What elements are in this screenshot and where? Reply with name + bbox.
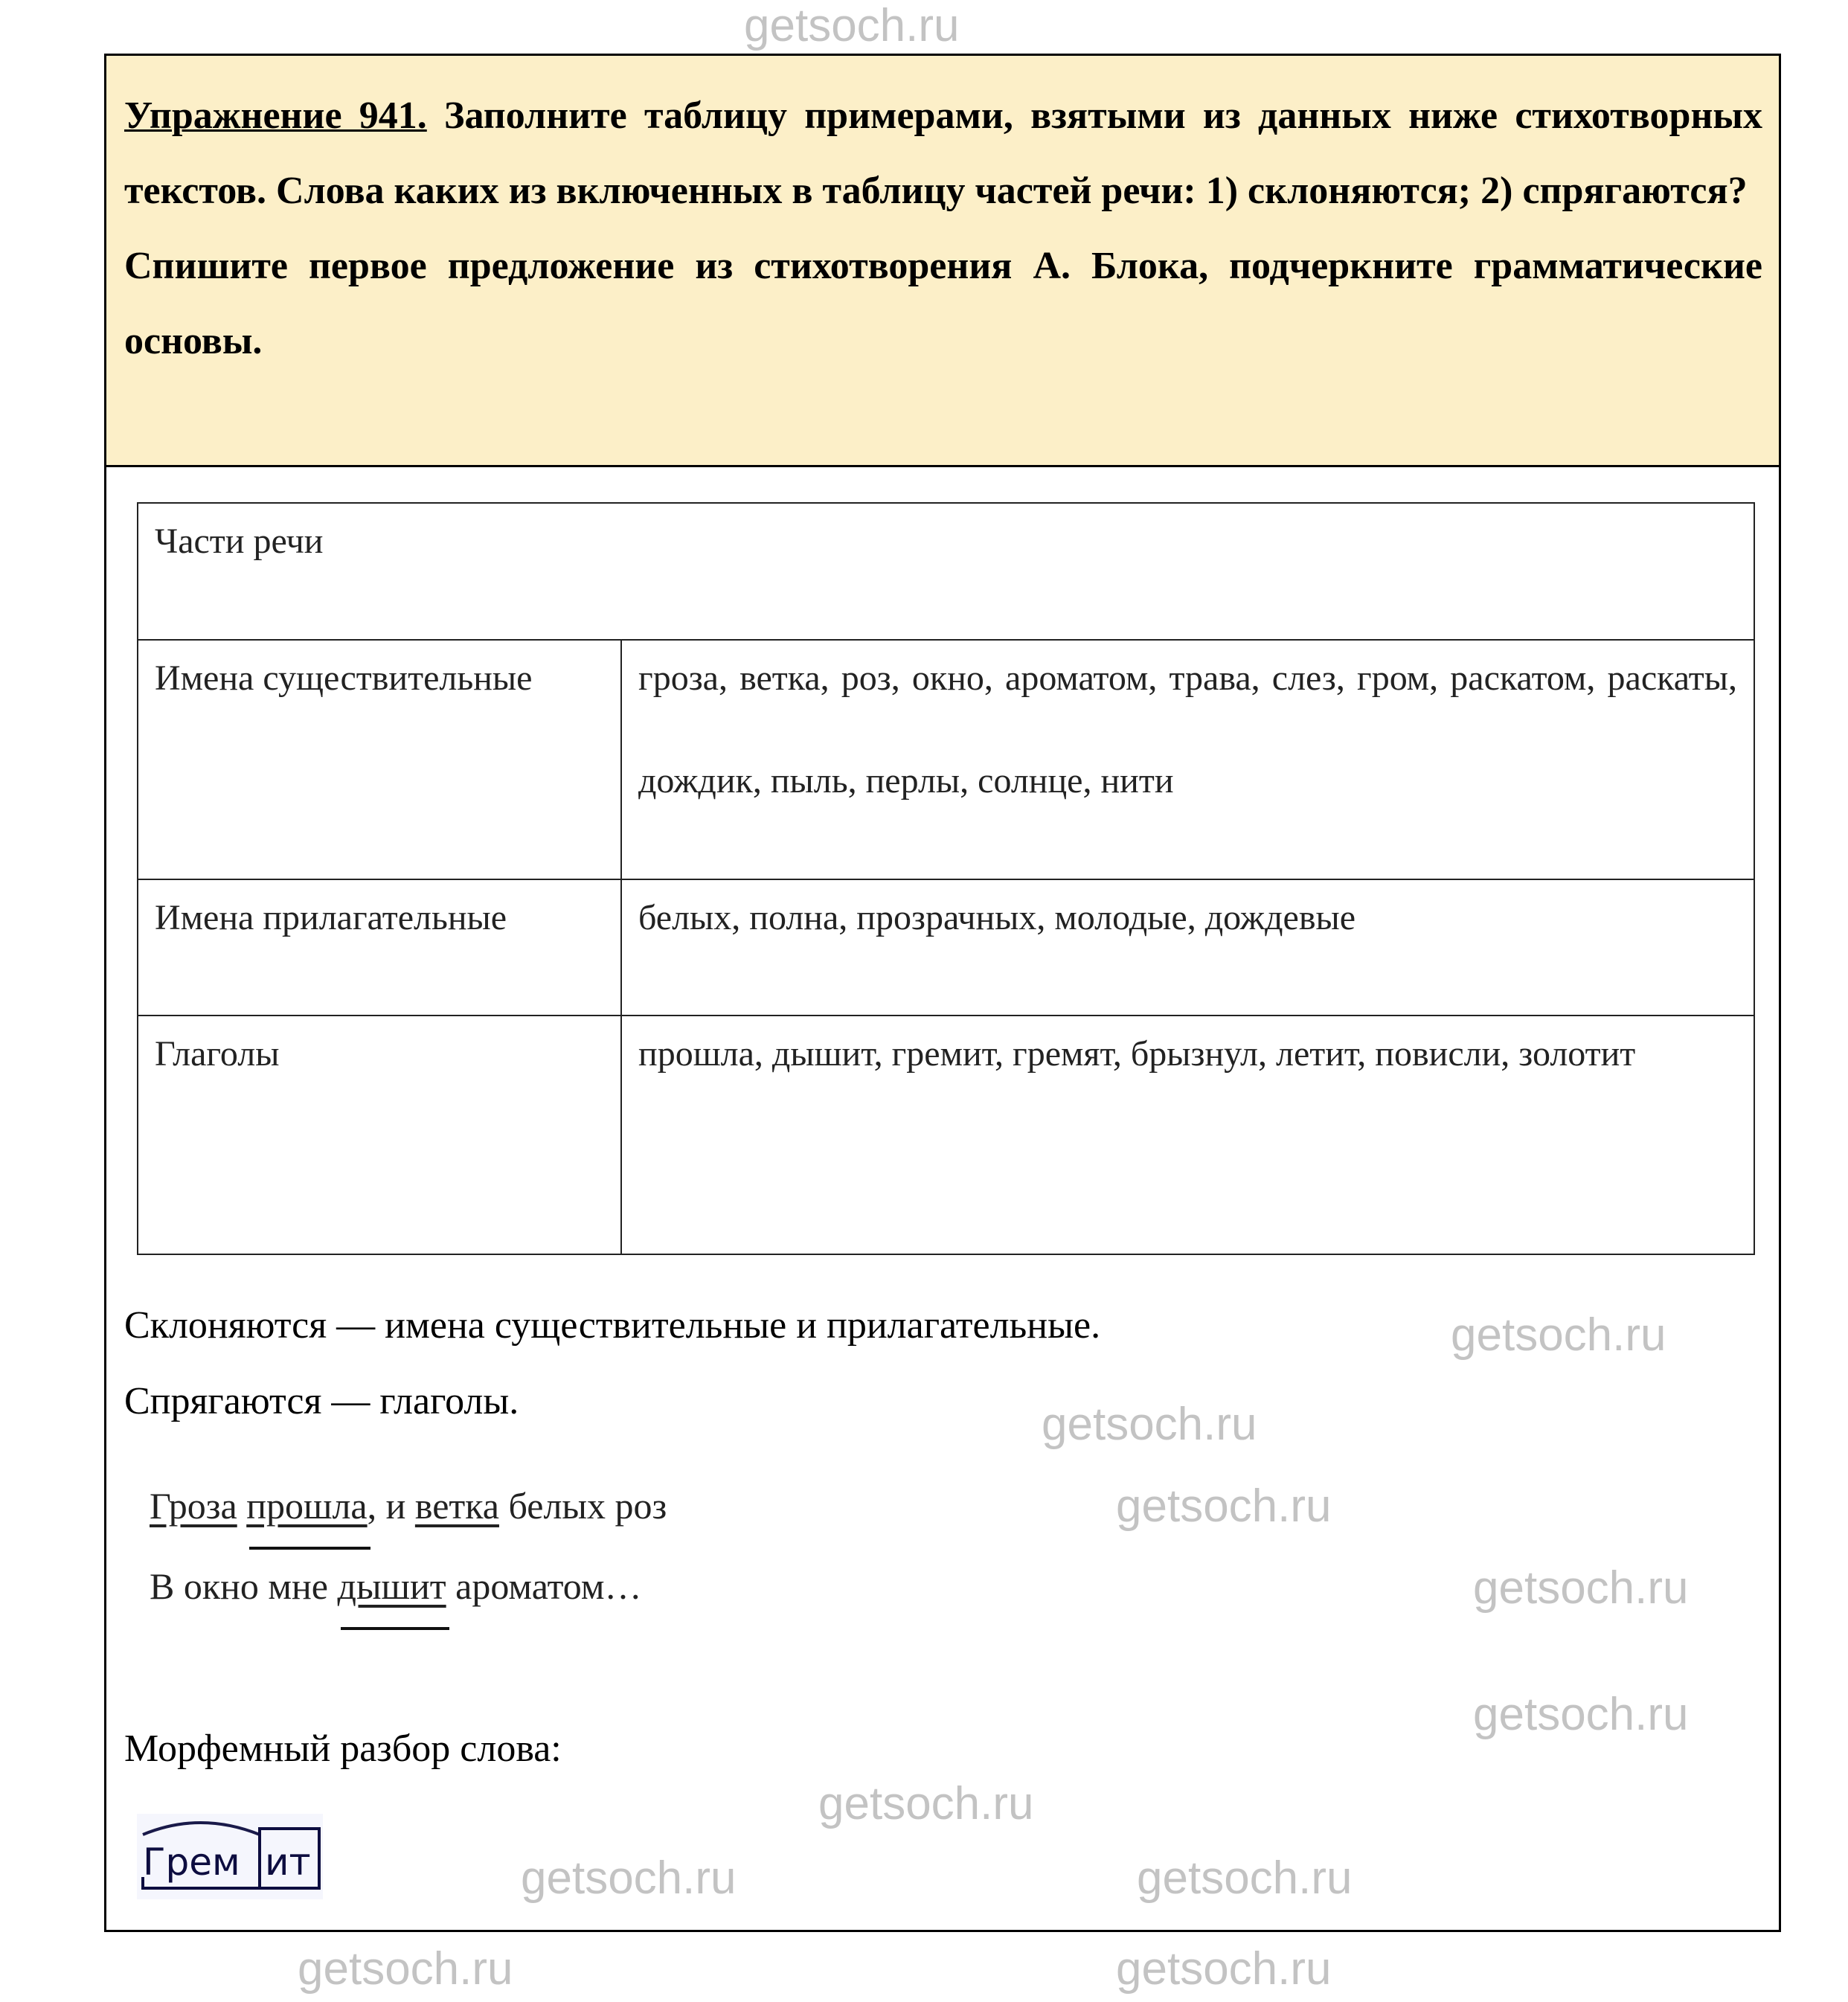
- text: В окно мне: [150, 1565, 338, 1607]
- table-header: Части речи: [155, 522, 324, 561]
- answer-declension: Склоняются — имена существительные и прилагательные.: [124, 1304, 1101, 1347]
- parts-of-speech-table: [137, 502, 1755, 1255]
- watermark: getsoch.ru: [1116, 1480, 1332, 1532]
- watermark: getsoch.ru: [1473, 1562, 1689, 1614]
- morphemic-diagram: [137, 1814, 323, 1899]
- poem-line-1: [150, 1484, 667, 1527]
- subject: ветка: [414, 1485, 499, 1527]
- row-label: Имена прилагательные: [155, 898, 507, 937]
- morphemic-label: Морфемный разбор слова:: [124, 1727, 562, 1770]
- text: белых роз: [498, 1485, 667, 1527]
- watermark: getsoch.ru: [1137, 1852, 1353, 1904]
- row-label: Имена существительные: [155, 658, 533, 698]
- table-row: [138, 879, 1754, 1016]
- watermark: getsoch.ru: [1473, 1689, 1689, 1740]
- subject: Гроза: [150, 1485, 237, 1527]
- watermark: getsoch.ru: [521, 1852, 737, 1904]
- row-words: белых, полна, прозрачных, молодые, дождевые: [638, 898, 1356, 937]
- task-paragraph-1: [124, 78, 1762, 228]
- text: , и: [367, 1485, 415, 1527]
- watermark: getsoch.ru: [1451, 1309, 1666, 1361]
- watermark: getsoch.ru: [1116, 1943, 1332, 1995]
- task-text: Заполните таблицу примерами, взятыми из данных ниже стихотворных текстов. Слова каких из включенных в таблицу частей речи: 1) склоняются; 2) спрягаются?: [124, 94, 1763, 212]
- poem-line-2: [150, 1565, 641, 1608]
- row-words: гроза, ветка, роз, окно, ароматом, трава, слез, гром, раскатом, раскаты, дождик, пыль, перлы, солнце, нити: [638, 658, 1737, 801]
- row-label: Глаголы: [155, 1034, 280, 1074]
- watermark: getsoch.ru: [744, 0, 960, 51]
- text: ароматом…: [446, 1565, 642, 1607]
- row-words: прошла, дышит, гремит, гремят, брызнул, летит, повисли, золотит: [638, 1034, 1636, 1074]
- watermark: getsoch.ru: [818, 1778, 1034, 1829]
- morph-ending: ит: [265, 1841, 311, 1884]
- task-paragraph-2: Спишите первое предложение из стихотворения А. Блока, подчеркните грамматические основы.: [124, 245, 1762, 362]
- exercise-frame: [104, 54, 1781, 1932]
- watermark: getsoch.ru: [298, 1943, 513, 1995]
- morph-root: Грем: [143, 1841, 240, 1884]
- answer-conjugation: Спрягаются — глаголы.: [124, 1380, 519, 1422]
- exercise-number: Упражнение 941.: [124, 94, 427, 137]
- predicate: прошла: [246, 1485, 368, 1527]
- predicate: дышит: [337, 1565, 446, 1607]
- table-header-row: [138, 503, 1754, 640]
- table-row: [138, 1016, 1754, 1254]
- task-box: [106, 56, 1779, 467]
- watermark: getsoch.ru: [1042, 1399, 1257, 1450]
- table-row: [138, 640, 1754, 879]
